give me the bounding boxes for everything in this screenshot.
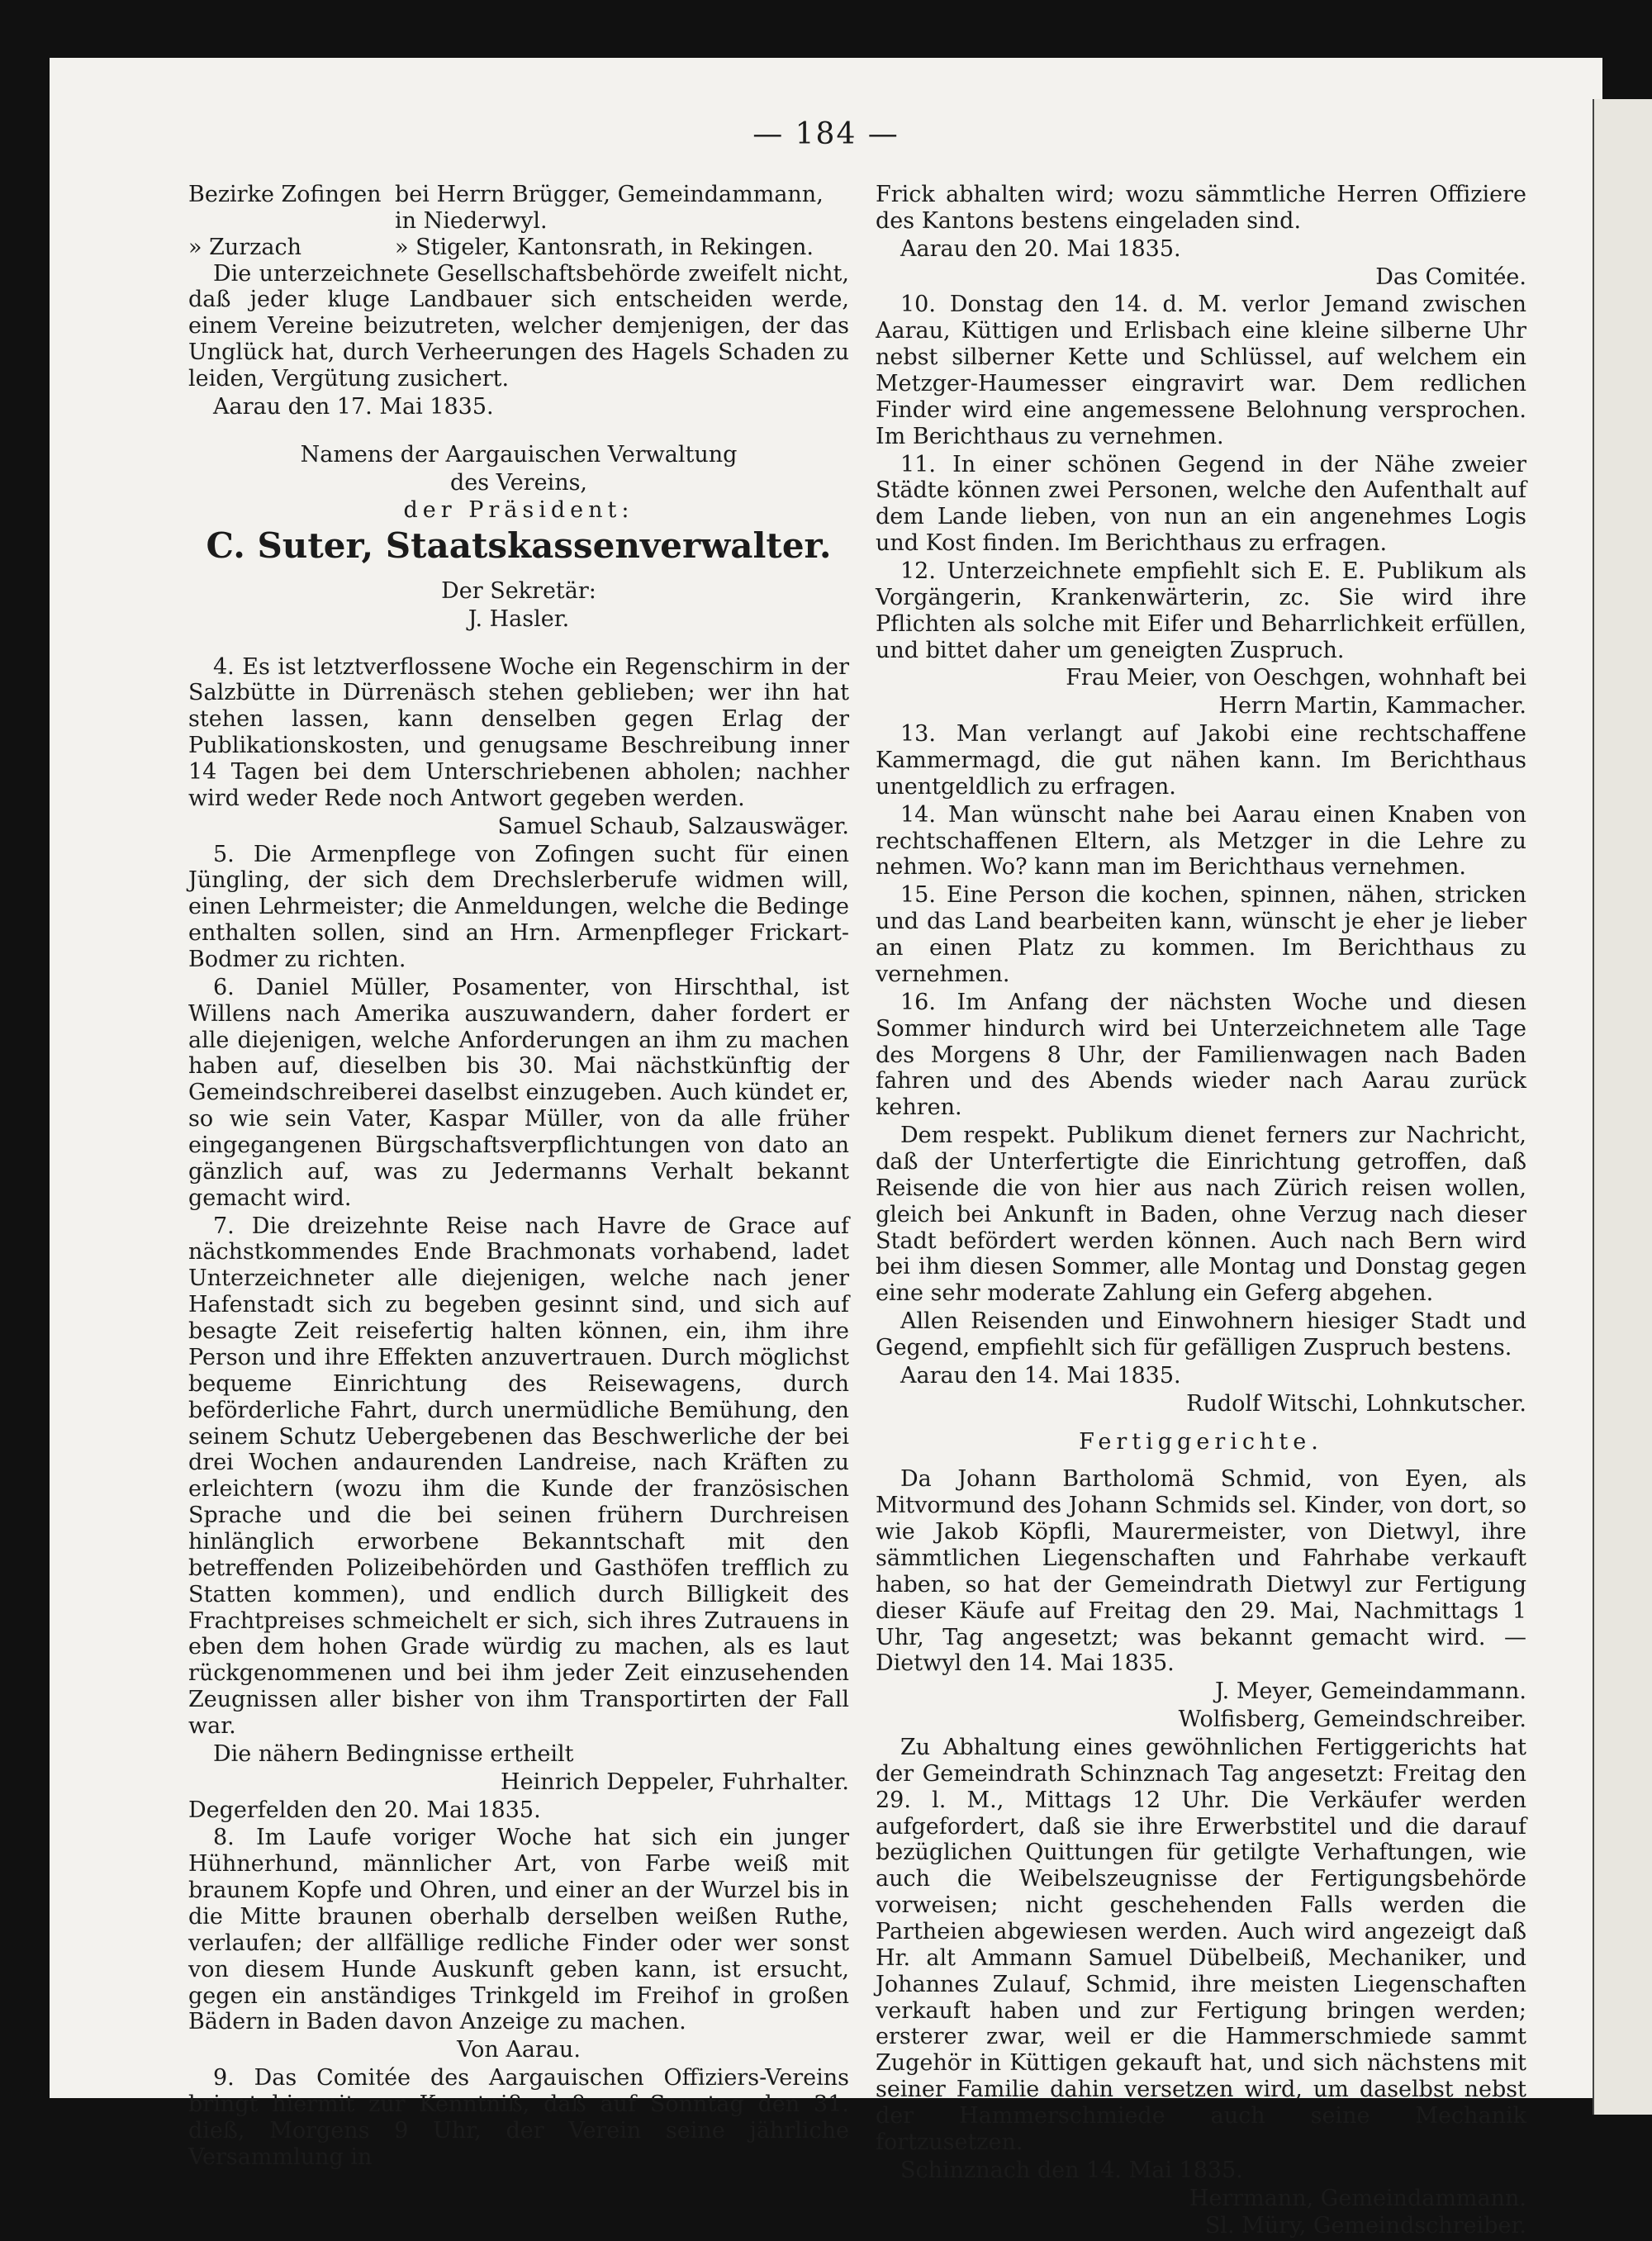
fertiggericht-2-signature: Sl. Müry, Gemeindschreiber. [1204,2213,1526,2239]
intro-date: Aarau den 17. Mai 1835. [213,393,494,420]
names-line: des Vereins, [449,469,588,496]
notice-12-signature: Herrn Martin, Kammacher. [1218,693,1526,719]
president-name: C. Suter, Staatskassenverwalter. [206,525,832,567]
secretary-title: Der Sekretär: [441,577,596,604]
fertiggericht-2: Zu Abhaltung eines gewöhnlichen Fertiggerichts hat der Gemeindrath Schinznach Tag angesetzt: Freitag den 29. l. M., Mittags 12 Uhr. Die Verkäufer werden aufgefordert, daß sie ihre Erwerbstitel und die darauf bezüglichen Quittungen für getilgte Verhaftungen, wie auch die Weibelszeugnisse der Fertigungsbehörde vorweisen; nicht geschehenden Falls werden die Partheien abgewiesen werden. Auch wird angezeigt daß Hr. alt Ammann Samuel Dübelbeiß, Mechaniker, und Johannes Zulauf, Schmid, ihre meisten Liegenschaften verkauft haben und zur Fertigung bringen werden; ersterer zwar, weil er die Hammerschmiede sammt Zugehör in Küttigen gekauft hat, und sich nächstens mit seiner Familie dahin versetzen wird, um daselbst nebst der Hammerschmiede auch seine Mechanik fortzusetzen. [876,1734,1526,2155]
bezirk-row [188,235,849,261]
notice-16-signature: Rudolf Witschi, Lohnkutscher. [1186,1390,1526,1417]
notice-16-c: Allen Reisenden und Einwohnern hiesiger Stadt und Gegend, empfiehlt sich für gefälligen Zuspruch bestens. [876,1308,1526,1360]
notice-9-continued: Frick abhalten wird; wozu sämmtliche Herren Offiziere des Kantons bestens eingeladen sind. [876,182,1526,234]
right-column [876,182,1526,2241]
notice-14: 14. Man wünscht nahe bei Aarau einen Knaben von rechtschaffenen Eltern, als Metzger in die Lehre zu nehmen. Wo? kann man im Berichthaus vernehmen. [876,801,1526,881]
notice-8: 8. Im Laufe voriger Woche hat sich ein junger Hühnerhund, männlicher Art, von Farbe weiß mit braunem Kopfe und Ohren, und einer an der Wurzel bis in die Mitte braunen oberhalb derselben weißen Ruthe, verlaufen; der allfällige redliche Finder oder wer sonst von diesem Hunde Auskunft geben kann, ist ersucht, gegen ein anständiges Trinkgeld im Freihof in großen Bädern in Baden davon Anzeige zu machen. [188,1825,849,2035]
notice-7-signature: Heinrich Deppeler, Fuhrhalter. [501,1769,849,1795]
notice-16: 16. Im Anfang der nächsten Woche und diesen Sommer hindurch wird bei Unterzeichnetem alle Tage des Morgens 8 Uhr, der Familienwagen nach Baden fahren und des Abends wieder nach Aarau zurück kehren. [876,989,1526,1121]
fertiggericht-1-signature: J. Meyer, Gemeindammann. [1214,1678,1526,1705]
notice-4-signature: Samuel Schaub, Salzauswäger. [497,813,849,839]
notice-16-b: Dem respekt. Publikum dienet ferners zur Nachricht, daß der Unterfertigte die Einrichtung getroffen, daß Reisende die von hier aus nach Zürich reisen wollen, gleich bei Ankunft in Baden, ohne Verzug nach dieser Stadt befördert werden können. Auch nach Bern wird bei ihm diesen Sommer, alle Montag und Donstag gegen eine sehr moderate Zahlung ein Geferg abgehen. [876,1123,1526,1307]
fertiggericht-2-date: Schinznach den 14. Mai 1835. [900,2157,1243,2183]
notice-7: 7. Die dreizehnte Reise nach Havre de Grace auf nächstkommendes Ende Brachmonats vorhabend, ladet Unterzeichneter alle diejenigen, welche nach jener Hafenstadt sich zu begeben gesinnt sind, und sich auf besagte Zeit reisefertig halten können, ein, ihm ihre Person und ihre Effekten anzuvertrauen. Durch möglichst bequeme Einrichtung des Reisewagens, durch beförderliche Fahrt, durch unermüdliche Bemühung, den seinem Schutz Uebergebenen das Beschwerliche der bei drei Wochen andaurenden Landreise, nach Kräften zu erleichtern (wozu ihm die Kunde der französischen Sprache und die bei seinen frühern Durchreisen hinlänglich erworbene Bekanntschaft mit den betreffenden Polizeibehörden und Gasthöfen trefflich zu Statten kommen), und endlich durch Billigkeit des Frachtpreises schmeichelt er sich, sich ihres Zutrauens in eben dem hohen Grade würdig zu machen, als es laut rückgenommenen und bei ihm jeder Zeit einzusehenden Zeugnissen aller bisher von ihm Transportirten der Fall war. [188,1213,849,1739]
facing-page-edge [1593,99,1652,2115]
notice-5: 5. Die Armenpflege von Zofingen sucht für einen Jüngling, der sich dem Drechslerberufe widmen will, einen Lehrmeister; die Anmeldungen, welche die Bedinge enthalten sollen, sind an Hrn. Armenpfleger Frickart-Bodmer zu richten. [188,841,849,973]
notice-6: 6. Daniel Müller, Posamenter, von Hirschthal, ist Willens nach Amerika auszuwandern, daher fordert er alle diejenigen, welche Anforderungen an ihm zu machen haben auf, dieselben bis 30. Mai nächstkünftig der Gemeindschreiberei daselbst einzugeben. Auch kündet er, so wie sein Vater, Kaspar Müller, von da alle früher eingegangenen Bürgschaftsverpflichtungen von dato an gänzlich auf, was zu Jedermanns Verhalt bekannt gemacht wird. [188,974,849,1211]
page-number: — 184 — [752,117,900,151]
notice-9-date: Aarau den 20. Mai 1835. [900,235,1181,262]
intro-paragraph: Die unterzeichnete Gesellschaftsbehörde zweifelt nicht, daß jeder kluge Landbauer sich entscheiden werde, einem Vereine beizutreten, welcher demjenigen, der das Unglück hat, durch Verheerungen des Hagels Schaden zu leiden, Vergütung zusichert. [188,260,849,392]
bezirk-agent: bei Herrn Brügger, Gemeindammann, in Niederwyl. [395,182,824,234]
fertiggericht-2-signature: Herrmann, Gemeindammann. [1189,2185,1526,2211]
notice-11: 11. In einer schönen Gegend in der Nähe zweier Städte können zwei Personen, welche den Aufenthalt auf dem Lande lieben, von nun an ein angenehmes Logis und Kost finden. Im Berichthaus zu erfragen. [876,451,1526,557]
notice-7-date: Degerfelden den 20. Mai 1835. [188,1797,541,1823]
notice-12-signature: Frau Meier, von Oeschgen, wohnhaft bei [1066,665,1526,691]
fertiggericht-1: Da Johann Bartholomä Schmid, von Eyen, als Mitvormund des Johann Schmids sel. Kinder, von dort, so wie Jakob Köpfli, Maurermeister, von Dietwyl, ihre sämmtlichen Liegenschaften und Fahrhabe verkauft haben, so hat der Gemeindrath Dietwyl zur Fertigung dieser Käufe auf Freitag den 29. Mai, Nachmittags 1 Uhr, Tag angesetzt; was bekannt gemacht wird. — Dietwyl den 14. Mai 1835. [876,1466,1526,1677]
section-von-aarau: Von Aarau. [457,2037,581,2063]
notice-13: 13. Man verlangt auf Jakobi eine rechtschaffene Kammermagd, die gut nähen kann. Im Berichthaus unentgeldlich zu erfragen. [876,721,1526,800]
left-column [188,182,849,2172]
bezirk-name: Bezirke Zofingen [188,182,382,207]
president-title: der Präsident: [403,497,634,524]
notice-10: 10. Donstag den 14. d. M. verlor Jemand zwischen Aarau, Küttigen und Erlisbach eine kleine silberne Uhr nebst silberner Kette und Schlüssel, auf welchem ein Metzger-Haumesser eingravirt war. Dem redlichen Finder wird eine angemessene Belohnung versprochen. Im Berichthaus zu vernehmen. [876,292,1526,449]
bezirk-agent: » Stigeler, Kantonsrath, in Rekingen. [395,234,814,260]
bezirk-row [188,182,849,235]
notice-16-date: Aarau den 14. Mai 1835. [900,1362,1181,1389]
notice-9: 9. Das Comitée des Aargauischen Offiziers-Vereins bringt hiermit zur Kenntniß, daß auf Sonntag den 31. dieß, Morgens 9 Uhr, der Verein seine jährliche Versammlung in [188,2065,849,2170]
notice-15: 15. Eine Person die kochen, spinnen, nähen, stricken und das Land bearbeiten kann, wünscht je eher je lieber an einen Platz zu kommen. Im Berichthaus zu vernehmen. [876,882,1526,987]
names-line: Namens der Aargauischen Verwaltung [300,441,738,468]
section-title: Fertiggerichte. [1079,1428,1323,1455]
bezirk-name: » Zurzach [188,234,301,260]
notice-7-more: Die nähern Bedingnisse ertheilt [213,1740,574,1767]
fertiggericht-1-signature: Wolfisberg, Gemeindschreiber. [1178,1707,1526,1733]
secretary-name: J. Hasler. [468,605,570,632]
notice-4: 4. Es ist letztverflossene Woche ein Regenschirm in der Salzbütte in Dürrenäsch stehen geblieben; wer ihn hat stehen lassen, kann denselben gegen Erlag der Publikationskosten, und genugsame Beschreibung inner 14 Tagen bei dem Unterschriebenen abholen; nachher wird weder Rede noch Antwort gegeben werden. [188,653,849,811]
notice-12: 12. Unterzeichnete empfiehlt sich E. E. Publikum als Vorgängerin, Krankenwärterin, zc. Sie wird ihre Pflichten als solche mit Eifer und Beharrlichkeit erfüllen, und bittet daher um geneigten Zuspruch. [876,558,1526,663]
notice-9-signature: Das Comitée. [1375,264,1526,290]
